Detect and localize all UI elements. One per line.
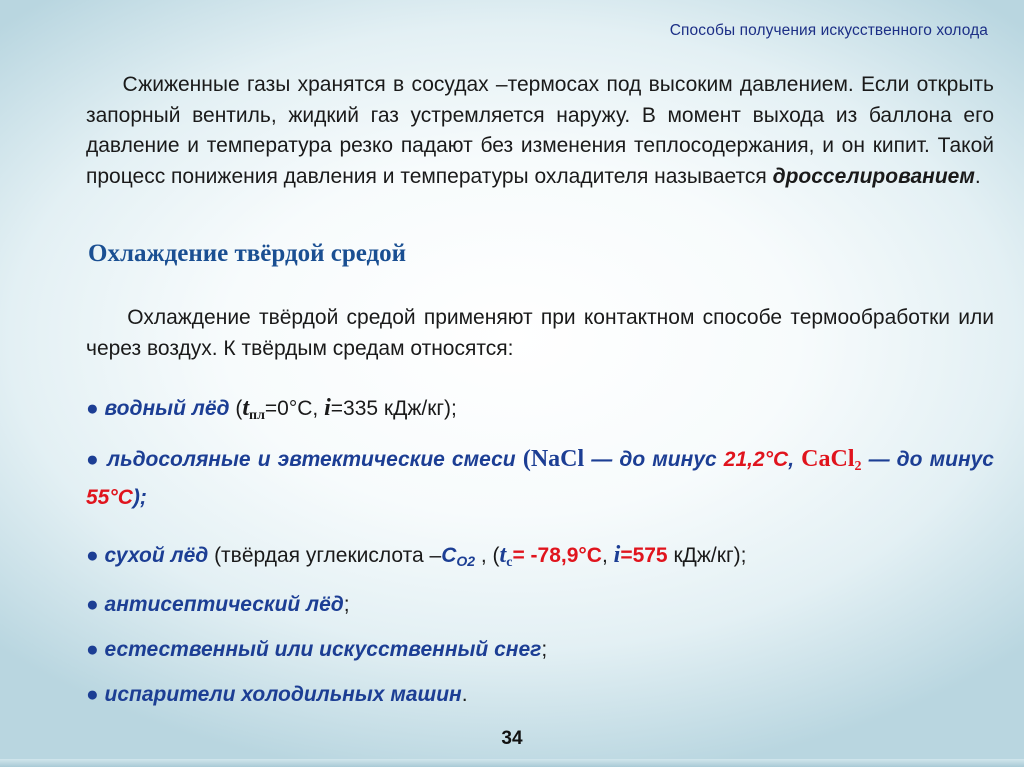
item-value-red: = -78,9°С: [512, 544, 602, 567]
section-text: Охлаждение твёрдой средой применяют при контактном способе термообработки или через воздух. К твёрдым средам относятся:: [86, 306, 994, 360]
item-value: =0°С,: [264, 397, 325, 420]
item-text: , (: [475, 544, 500, 567]
intro-paragraph: [86, 70, 994, 192]
list-item-water-ice: [86, 393, 994, 431]
item-text: .: [461, 683, 468, 706]
item-label: ● водный лёд: [86, 397, 230, 420]
item-value-red: 55°С: [86, 486, 133, 509]
symbol-i: i: [324, 395, 331, 421]
intro-term: дросселированием: [772, 164, 975, 188]
item-text: — до минус: [861, 448, 994, 471]
symbol-t-sub: пл: [249, 408, 265, 423]
page-number: 34: [501, 728, 523, 749]
item-text: — до минус: [584, 448, 724, 471]
item-text: ,: [601, 544, 614, 567]
item-text: );: [132, 486, 147, 509]
item-label: ● испарители холодильных машин: [86, 683, 462, 706]
section-paragraph: [86, 303, 994, 364]
formula-co-sub: О2: [456, 553, 476, 569]
symbol-t-sub: с: [506, 555, 513, 570]
formula-co: С: [441, 544, 457, 567]
intro-end: .: [974, 164, 981, 188]
item-text: (твёрдая углекислота –: [208, 544, 442, 567]
list-item-dry-ice: [86, 540, 994, 578]
formula-cacl-sub: 2: [854, 459, 862, 474]
item-value-red: 21,2°С: [723, 448, 789, 471]
item-label: ● льдосоляные и эвтектические смеси: [86, 448, 516, 471]
item-text: ;: [343, 593, 350, 616]
section-title: Охлаждение твёрдой средой: [88, 240, 407, 267]
item-label: ● естественный или искусственный снег: [86, 638, 542, 661]
list-item-snow: [86, 634, 994, 665]
item-label: ● антисептический лёд: [86, 593, 344, 616]
item-text: (: [229, 397, 243, 420]
item-value: =335 кДж/кг);: [330, 397, 457, 420]
list-item-evaporators: [86, 679, 994, 710]
formula-cacl: CaCl: [801, 446, 855, 472]
item-value-red: =575: [620, 544, 668, 567]
symbol-i: i: [613, 542, 621, 568]
item-text: кДж/кг);: [667, 544, 747, 567]
list-item-antiseptic-ice: [86, 589, 994, 620]
item-text: (: [515, 446, 531, 472]
bottom-band: [0, 759, 1024, 767]
formula-nacl: NaCl: [530, 446, 585, 472]
item-text: ;: [541, 638, 548, 661]
slide-header: Способы получения искусственного холода: [669, 22, 988, 39]
item-text: ,: [788, 448, 795, 471]
item-label: ● сухой лёд: [86, 544, 209, 567]
symbol-t: t: [242, 395, 249, 421]
intro-text: Сжиженные газы хранятся в сосудах –термосах под высоким давлением. Если открыть запорный вентиль, жидкий газ устремляется наружу. В момент выхода из баллона его давление и температура резко падают без изменения теплосодержания, и он кипит. Такой процесс понижения давления и температуры охладителя называется: [86, 73, 994, 188]
list-item-eutectic: [86, 444, 994, 513]
symbol-t: t: [499, 542, 507, 568]
